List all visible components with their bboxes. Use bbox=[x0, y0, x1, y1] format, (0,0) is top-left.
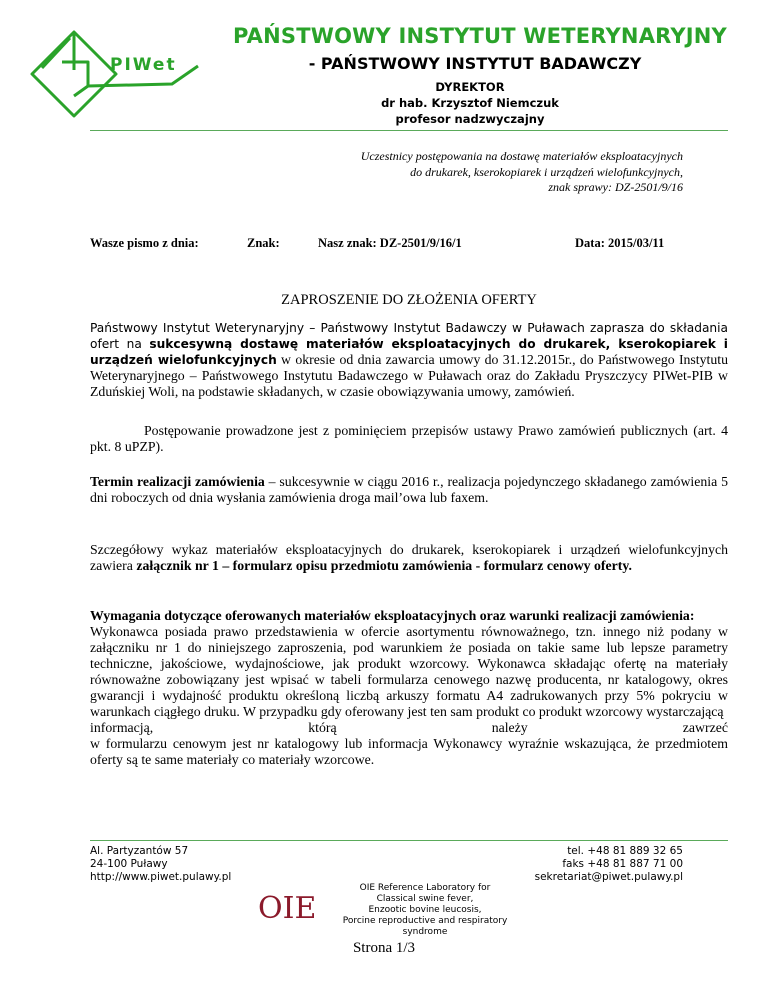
institute-subtitle: - PAŃSTWOWY INSTYTUT BADAWCZY bbox=[308, 54, 642, 73]
paragraph-bold-text: załącznik nr 1 – formularz opisu przedmiotu zamówienia - formularz cenowy oferty. bbox=[136, 558, 632, 573]
fax-number: faks +48 81 887 71 00 bbox=[562, 858, 683, 870]
spread-line bbox=[90, 720, 728, 736]
piwet-logo-text: PIWet bbox=[110, 55, 177, 75]
your-letter-date-label: Wasze pismo z dnia: bbox=[90, 236, 199, 250]
page-number: Strona 1/3 bbox=[352, 940, 416, 956]
paragraph-text: w okresie od dnia zawarcia umowy do 31.12.2015r., do Państwowego Instytutu Weterynaryjnego – Państwowego Instytutu Badawczego w Puławach oraz do Zakładu Pryszczycy PIWet-PIB w Zduńskiej Woli, na podstawie składanych, w czasie obowiązywania umowy, zamówień. bbox=[90, 352, 728, 399]
recipient-block bbox=[283, 149, 683, 196]
address-street: Al. Partyzantów 57 bbox=[90, 845, 189, 857]
oie-line: OIE Reference Laboratory for bbox=[359, 883, 491, 893]
footer-divider bbox=[90, 840, 728, 841]
oie-line: Porcine reproductive and respiratory syndrome bbox=[342, 916, 508, 937]
paragraph-bold-text: Termin realizacji zamówienia bbox=[90, 474, 265, 489]
website-link[interactable]: http://www.piwet.pulawy.pl bbox=[90, 871, 232, 883]
recipient-case-number: znak sprawy: DZ-2501/9/16 bbox=[548, 180, 683, 194]
header-divider bbox=[90, 130, 728, 131]
paragraph-procedure: Postępowanie prowadzone jest z pominięciem przepisów ustawy Prawo zamówień publicznych (art. 4 pkt. 8 uPZP). bbox=[90, 423, 728, 454]
recipient-line: Uczestnicy postępowania na dostawę materiałów eksploatacyjnych bbox=[360, 149, 683, 163]
your-sign-label: Znak: bbox=[247, 236, 280, 250]
institute-name: PAŃSTWOWY INSTYTUT WETERYNARYJNY bbox=[233, 24, 727, 48]
word: zawrzeć bbox=[682, 720, 728, 735]
requirements-heading: Wymagania dotyczące oferowanych materiałów eksploatacyjnych oraz warunki realizacji zamówienia: bbox=[90, 608, 695, 623]
paragraph-text: Państwowy Instytut Weterynaryjny – Państwowy Instytut Badawczy w Puławach zaprasza do składania ofert na bbox=[90, 321, 728, 351]
address-city: 24-100 Puławy bbox=[90, 858, 168, 870]
word: informacją, bbox=[90, 720, 154, 735]
paragraph-bold-text: sukcesywną dostawę materiałów eksploatacyjnych do drukarek, kserokopiarek i urządzeń wielofunkcyjnych bbox=[90, 337, 728, 367]
recipient-line: do drukarek, kserokopiarek i urządzeń wielofunkcyjnych, bbox=[410, 164, 683, 179]
director-rank: profesor nadzwyczajny bbox=[395, 112, 545, 126]
director-name: dr hab. Krzysztof Niemczuk bbox=[381, 96, 559, 110]
oie-logo bbox=[256, 888, 328, 924]
director-title: DYREKTOR bbox=[435, 80, 505, 94]
paragraph-deadline bbox=[90, 474, 728, 506]
footer-address bbox=[90, 845, 231, 884]
email-link[interactable]: sekretariat@piwet.pulawy.pl bbox=[534, 871, 683, 883]
paragraph-text: Szczegółowy wykaz materiałów eksploatacyjnych do drukarek, kserokopiarek i urządzeń wielofunkcyjnych zawiera bbox=[90, 542, 728, 573]
letter-date: Data: 2015/03/11 bbox=[575, 236, 665, 250]
paragraph-requirements bbox=[90, 608, 728, 768]
paragraph-text: Wykonawca posiada prawo przedstawienia w ofercie asortymentu równoważnego, tzn. innego niż podany w załączniku nr 1 do niniejszego zaproszenia, pod warunkiem że posiada on takie same lub lepsze parametry techniczne, jakościowe, wydajnościowe, jak produkt wzorcowy. Wykonawca składając ofertę na materiały równoważne zobowiązany jest wpisać w tabeli formularza cenowego nazwę producenta, nr katalogowy, okres gwarancji i wydajność produktu określoną liczbą arkuszy formatu A4 zadrukowanych przy 5% pokryciu w warunkach ciągłego druku. W przypadku gdy oferowany jest ten sam produkt co produkt wzorcowy wystarczającą bbox=[90, 624, 728, 719]
oie-reference-text bbox=[330, 883, 520, 938]
word: należy bbox=[491, 720, 528, 735]
document-title: ZAPROSZENIE DO ZŁOŻENIA OFERTY bbox=[281, 292, 537, 308]
oie-line: Classical swine fever, bbox=[376, 894, 474, 904]
piwet-logo bbox=[22, 18, 202, 128]
word: którą bbox=[308, 720, 337, 735]
paragraph-attachment bbox=[90, 542, 728, 574]
paragraph-text: w formularzu cenowym jest nr katalogowy lub informacja Wykonawcy wyraźnie wskazująca, że przedmiotem oferty są te same materiały co materiały wzorcowe. bbox=[90, 736, 728, 767]
footer-contact bbox=[535, 845, 683, 884]
phone-number: tel. +48 81 889 32 65 bbox=[567, 845, 683, 857]
svg-text:OIE: OIE bbox=[258, 891, 317, 924]
our-sign: Nasz znak: DZ-2501/9/16/1 bbox=[318, 236, 462, 250]
paragraph-invitation bbox=[90, 320, 728, 400]
oie-line: Enzootic bovine leucosis, bbox=[368, 905, 482, 915]
paragraph-text: – sukcesywnie w ciągu 2016 r., realizacja pojedynczego składanego zamówienia 5 dni roboczych od dnia wysłania zamówienia droga mail’owa lub faxem. bbox=[90, 474, 728, 505]
